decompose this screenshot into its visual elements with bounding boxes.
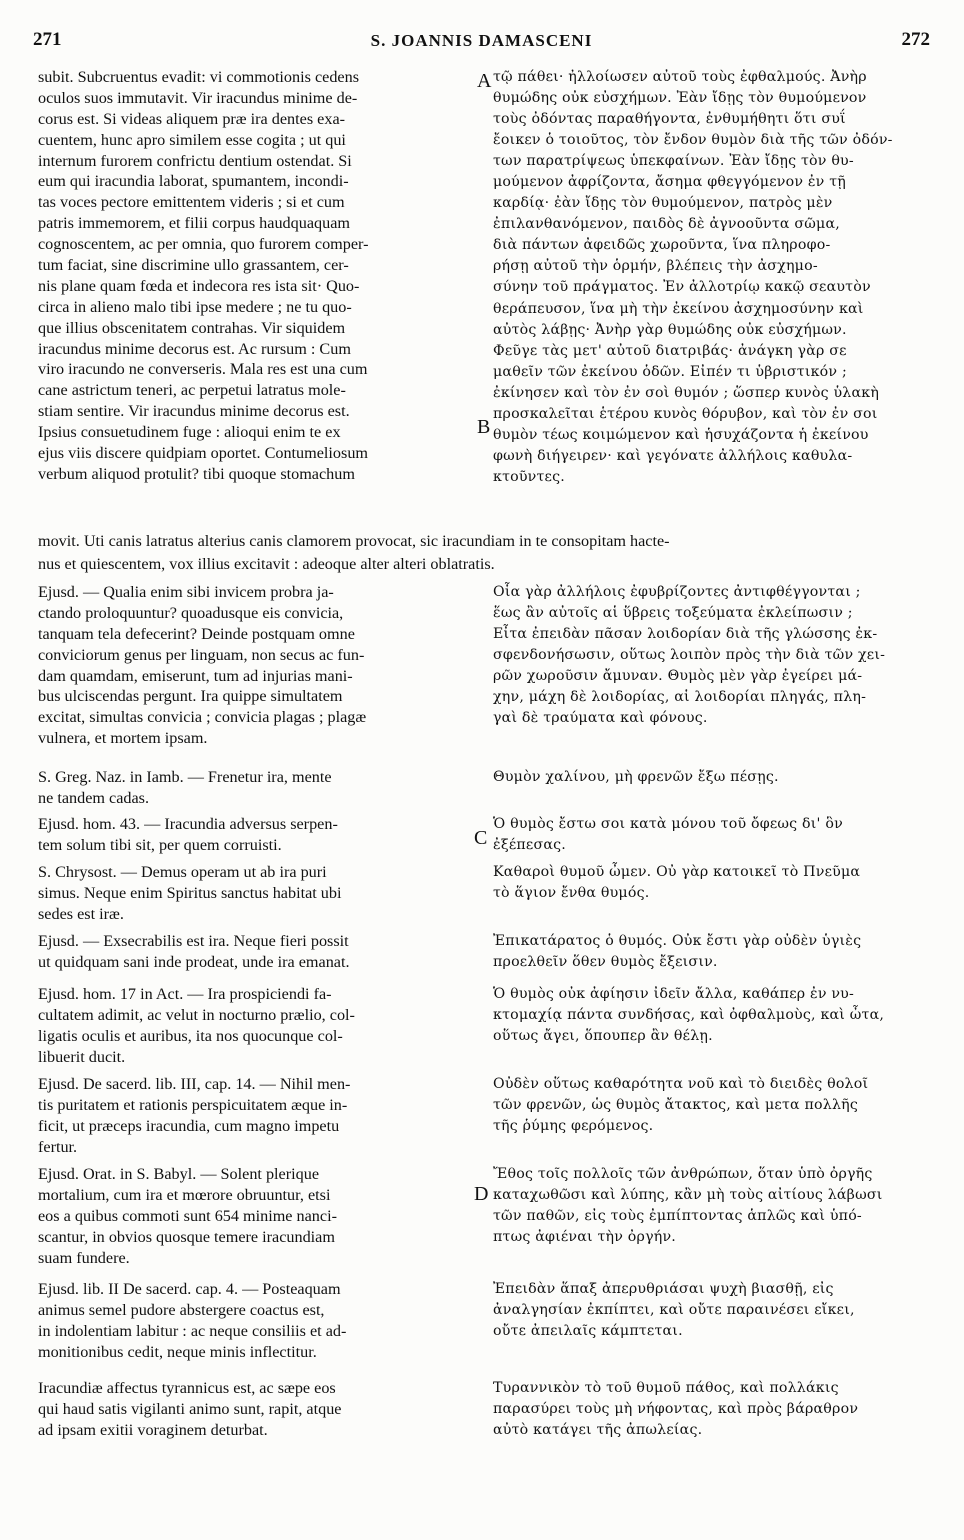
latin-text-line: subit. Subcruentus evadit: vi commotionis cedens [38,68,360,86]
latin-text-line: ne tandem cadas. [38,788,150,807]
greek-text-line: οὕτως ἄγει, ὅπουπερ ἂν θέλῃ. [493,1028,713,1045]
greek-text-line: αὐτὸς λάβῃς· Ἀνὴρ γὰρ θυμώδης οὐκ εὐσχήμων. [493,321,847,338]
left-page-number: 271 [33,29,62,50]
greek-text-line: προελθεῖν ὅθεν θυμὸς ἔξεισιν. [493,954,718,971]
latin-text-line: Ejusd. — Exsecrabilis est ira. Neque fieri possit [38,932,349,950]
latin-text-line: verbum aliquod protulit? tibi quoque stomachum [38,464,355,483]
greek-quotation [493,582,933,729]
latin-text-line: scantur, in obvios quosque temere iracundiam [38,1227,335,1246]
latin-text-line: tis puritatem et rationis perspicuitatem æque in- [38,1095,348,1114]
greek-text-line: καρδίᾳ· ἐὰν ἴδῃς τὸν θυμούμενον, πατρὸς μὲν [493,195,833,212]
latin-quotation [38,1074,474,1158]
latin-text-line: sedes est iræ. [38,904,124,923]
greek-text-line: Ὁ θυμὸς οὐκ ἀφίησιν ἰδεῖν ἄλλα, καθάπερ ἐν νυ- [493,986,854,1002]
greek-text-line: ἐκίνησεν καὶ τὸν ἐν σοὶ θυμόν ; ὥσπερ κυνὸς ὑλακὴ [493,384,880,401]
latin-text-line: tanquam tela defecerint? Deinde postquam omne [38,624,355,643]
latin-quotation [38,814,474,856]
greek-text-line: τὸ ἅγιον ἔνθα θυμός. [493,885,650,902]
greek-text-line: Ὁ θυμὸς ἔστω σοι κατὰ μόνου τοῦ ὄφεως δι' ὃν [493,816,843,832]
latin-column-top [38,67,474,485]
latin-text-line: tas voces pectore emittentem videris ; si et cum [38,193,345,212]
latin-text-line: eum qui iracundia laborat, spumantem, incondi- [38,172,349,191]
greek-text-line: ἐπιλανθανόμενον, παιδὸς δὲ ἀγνοοῦντα σῶμα, [493,216,840,233]
greek-text-line: ἀναλγησίαν ἐκπίπτει, καὶ οὔτε παραινέσει εἴκει, [493,1302,855,1319]
latin-text-line: tum faciat, sine discrimine ullo grassantem, cer- [38,256,349,275]
latin-text-line: conviciorum genus per linguam, non secus ac fun- [38,645,365,664]
latin-text-line: Ejusd. hom. 17 in Act. — Ira prospiciendi fa- [38,985,332,1003]
latin-quotation [38,862,474,925]
greek-text-line: των παρατρίψεως ὑπεκφαίνων. Ἐὰν ἴδῃς τὸν θυ- [493,153,854,170]
latin-text-line: eos a quibus commoti sunt 654 minime nanci- [38,1206,337,1225]
latin-text-line: que illius obscenitatem contrahas. Vir siquidem [38,318,346,337]
latin-text-line: mortalium, cum ira et mœrore obruuntur, etsi [38,1185,331,1204]
latin-text-line: cane astrictum teneri, ac perpetui latratus mole- [38,381,346,400]
greek-text-line: κτοῦντες. [493,468,565,485]
greek-text-line: αὐτὸ κατάγει τῆς ἀπωλείας. [493,1422,703,1439]
latin-text-line: bus ulciscendas pergunt. Ira quippe simultatem [38,687,343,706]
latin-text-line: libuerit ducit. [38,1047,126,1066]
greek-text-line: ρήσῃ αὐτοῦ τὴν ὁρμήν, βλέπεις τὴν ἀσχημο- [493,258,818,275]
latin-text-line: excitat, simultas convicia ; convicia plagas ; plagæ [38,708,367,727]
greek-text-line: τοὺς ὀδόντας παραθήγοντα, ἐνθυμήθητι ὅτι συΐ [493,111,846,128]
latin-text-line: Ejusd. Orat. in S. Babyl. — Solent plerique [38,1165,320,1183]
greek-text-line: Τυραννικὸν τὸ τοῦ θυμοῦ πάθος, καὶ πολλάκις [493,1380,839,1396]
greek-text-line: σύνην τοῦ πράγματος. Ἐν ἀλλοτρίῳ κακῷ σεαυτὸν [493,279,871,296]
greek-text-line: οὔτε ἀπειλαῖς κάμπτεται. [493,1323,683,1340]
latin-text-line: dam quamdam, emiserunt, tum ad injurias mani- [38,666,353,685]
greek-text-line: σφενδονήσωσιν, οὕτως λοιπὸν πρὸς τὴν διὰ τῶν χει- [493,647,886,664]
full-width-text-line: nus et quiescentem, vox illius excitavit : adeoque alter alteri oblatratis. [38,555,495,573]
margin-marker-a: A [477,70,492,92]
latin-text-line: cuentem, hunc apro similem esse cogita ; ut qui [38,130,346,149]
greek-text-line: Ἐπειδὰν ἅπαξ ἀπερυθριάσαι ψυχὴ βιασθῇ, εἰς [493,1281,834,1297]
latin-text-line: Iracundiæ affectus tyrannicus est, ac sæpe eos [38,1379,336,1397]
latin-text-line: in indolentiam labitur : ac neque consiliis et ad- [38,1321,347,1340]
latin-text-line: ut quidquam sani inde prodeat, unde ira emanat. [38,952,350,971]
greek-text-line: μούμενον ἀφρίζοντα, ἄσημα φθεγγόμενον ἐν τῇ [493,174,846,191]
latin-text-line: ctando proloquuntur? quoadusque eis convicia, [38,603,344,622]
greek-text-line: θυμὸν τέως κοιμώμενον καὶ ἡσυχάζοντα ἡ ἐκείνου [493,426,869,443]
latin-text-line: nis plane quam fœda et indecora res ista sit· Quo- [38,276,360,295]
latin-text-line: tem solum tibi sit, per quem corruisti. [38,835,282,854]
greek-text-line: καταχωθῶσι καὶ λύπης, κἂν μὴ τοὺς αἰτίους λάβωσι [493,1187,883,1204]
latin-text-line: ficit, ut præceps iracundia, cum magno impetu [38,1116,340,1135]
greek-text-line: θεράπευσον, ἵνα μὴ τὴν ἐκείνου ἀσχημοσύνην καὶ [493,300,864,317]
greek-text-line: Φεῦγε τὰς μετ' αὐτοῦ διατριβάς· ἀνάγκη γὰρ σε [493,342,847,359]
latin-text-line: ejus viis discere quidpiam oportet. Contumeliosum [38,444,369,463]
greek-text-line: Καθαροὶ θυμοῦ ὦμεν. Οὐ γὰρ κατοικεῖ τὸ Πνεῦμα [493,864,861,880]
greek-text-line: ἔοικεν ὁ τοιοῦτος, τὸν ἔνδον θυμὸν διὰ τῆς τῶν ὀδόν- [493,132,893,149]
latin-text-line: Ejusd. De sacerd. lib. III, cap. 14. — Nihil men- [38,1075,351,1093]
latin-quotation [38,984,474,1068]
greek-quotation [493,984,933,1047]
latin-text-line: oculos suos immutavit. Vir iracundus minime de- [38,88,358,107]
greek-text-line: τῶν φρενῶν, ὡς θυμὸς ἄτακτος, καὶ μετα πολλῆς [493,1097,858,1114]
latin-text-line: Ejusd. — Qualia enim sibi invicem probra ja- [38,583,334,601]
greek-text-line: Οἷα γὰρ ἀλλήλοις ἐφυβρίζοντες ἀντιφθέγγονται ; [493,584,861,600]
greek-quotation [493,1164,933,1248]
greek-text-line: παρασύρει τοὺς μὴ νήφοντας, καὶ πρὸς βάραθρον [493,1401,859,1418]
latin-text-line: fertur. [38,1137,78,1156]
latin-text-line: corus est. Si videas aliquem præ ira dentes exa- [38,109,346,128]
latin-quotation [38,1164,474,1268]
latin-text-line: monitionibus cedit, neque minis inflectitur. [38,1342,317,1361]
page-header [33,29,930,57]
greek-quotation [493,814,933,856]
latin-quotation [38,767,474,809]
greek-text-line: προσκαλεῖται ἑτέρου κυνὸς θόρυβον, καὶ τὸν ἐν σοι [493,405,878,422]
greek-quotation [493,1074,933,1137]
greek-text-line: ἐξέπεσας. [493,837,566,854]
greek-text-line: Εἶτα ἐπειδὰν πᾶσαν λοιδορίαν διὰ τῆς γλώσσης ἐκ- [493,626,878,643]
latin-text-line: qui haud satis vigilanti animo sunt, rapit, atque [38,1399,342,1418]
greek-text-line: τῶν παθῶν, εἰς τοὺς ἐμπίπτοντας ἁπλῶς καὶ ὑπό- [493,1208,862,1225]
full-width-text-line: movit. Uti canis latratus alterius canis clamorem provocat, sic iracundiam in te consopitam hacte- [38,532,670,550]
latin-text-line: Ipsius consuetudinem fuge : alioqui enim te ex [38,423,341,442]
latin-text-line: Ejusd. lib. II De sacerd. cap. 4. — Posteaquam [38,1280,341,1298]
latin-text-line: Ejusd. hom. 43. — Iracundia adversus serpen- [38,815,338,833]
latin-text-line: iracundus minime decorus est. Ac rursum : Cum [38,339,351,358]
margin-marker-c: C [474,827,488,849]
latin-text-line: ad ipsam exitii voraginem deturbat. [38,1420,268,1439]
greek-quotation [493,862,933,904]
latin-text-line: animus semel pudore abstergere coactus est, [38,1300,325,1319]
latin-text-line: S. Chrysost. — Demus operam ut ab ira puri [38,863,327,881]
right-page-number: 272 [901,29,930,50]
greek-text-line: χην, μάχη δὲ λοιδορίας, αἱ λοιδορίαι πληγάς, πλη- [493,689,867,706]
latin-text-line: ligatis oculis et auribus, ita nos quocunque col- [38,1026,343,1045]
running-title: S. JOANNIS DAMASCENI [370,31,593,50]
margin-marker-b: B [477,416,491,438]
latin-text-line: cultatem adimit, ac velut in nocturno prælio, col- [38,1005,355,1024]
greek-text-line: διὰ πάντων ἀφειδῶς χωροῦντα, ἵνα πληροφο- [493,237,831,254]
greek-text-line: τῷ πάθει· ἠλλοίωσεν αὐτοῦ τοὺς ἐφθαλμούς. Ἀνὴρ [493,69,867,85]
greek-quotation [493,931,933,973]
latin-text-line: stiam sentire. Vir iracundus minime decorus est. [38,402,350,421]
greek-text-line: Οὐδὲν οὕτως καθαρότητα νοῦ καὶ τὸ διειδὲς θολοῖ [493,1076,869,1092]
latin-text-line: circa in alieno malo tibi ipse medere ; ne tu quo- [38,297,352,316]
latin-quotation [38,582,474,749]
greek-text-line: γαὶ δὲ τραύματα καὶ φόνους. [493,710,708,727]
greek-text-line: πτως ἀφιέναι τὴν ὀργήν. [493,1229,676,1246]
greek-text-line: τῆς ῥύμης φερόμενος. [493,1118,654,1135]
greek-text-line: Ἔθος τοῖς πολλοῖς τῶν ἀνθρώπων, ὅταν ὑπὸ ὀργῆς [493,1166,873,1182]
greek-quotation [493,767,933,788]
latin-quotation [38,931,474,973]
greek-quotation [493,1378,933,1441]
margin-marker-d: D [474,1183,489,1205]
latin-quotation [38,1279,474,1363]
latin-text-line: vulnera, et mortem ipsam. [38,729,208,748]
greek-text-line: Ἐπικατάρατος ὁ θυμός. Οὐκ ἔστι γὰρ οὐδὲν ὑγιὲς [493,933,862,949]
latin-quotation [38,1378,474,1441]
greek-text-line: ἕως ἂν αὐτοῖς αἱ ὕβρεις τοξεύματα ἐκλείπωσιν ; [493,605,853,622]
greek-text-line: θυμώδης οὐκ εὐσχήμων. Ἐὰν ἴδῃς τὸν θυμούμενον [493,90,867,107]
greek-text-line: Θυμὸν χαλίνου, μὴ φρενῶν ἔξω πέσῃς. [493,769,779,785]
greek-quotation [493,1279,933,1342]
latin-text-line: simus. Neque enim Spiritus sanctus habitat ubi [38,883,342,902]
greek-text-line: φωνὴ διήγειρεν· καὶ γεγόνατε ἀλλήλοις καθυλα- [493,447,853,464]
latin-text-line: internum furorem confrictu dentium ostendat. Si [38,151,352,170]
latin-text-line: suam fundere. [38,1248,130,1267]
latin-text-line: patris immemorem, et filii corpus haudquaquam [38,214,350,233]
greek-column-top [493,67,933,488]
latin-text-line: S. Greg. Naz. in Iamb. — Frenetur ira, mente [38,768,332,786]
greek-text-line: κτομαχίᾳ πάντα συνδήσας, καὶ ὀφθαλμοὺς, καὶ ὦτα, [493,1007,885,1024]
latin-text-line: viro iracundo ne converseris. Mala res est una cum [38,360,368,379]
greek-text-line: μαθεῖν τῶν ἐκείνου ὁδῶν. Εἰπέν τι ὑβριστικόν ; [493,363,847,380]
greek-text-line: ρῶν χωροῦσιν ἄμυναν. Θυμὸς μὲν γὰρ ἐγείρει μά- [493,668,863,685]
latin-text-line: cognoscentem, ac per omnia, quo furorem comper- [38,235,369,254]
full-width-paragraph [38,530,930,576]
